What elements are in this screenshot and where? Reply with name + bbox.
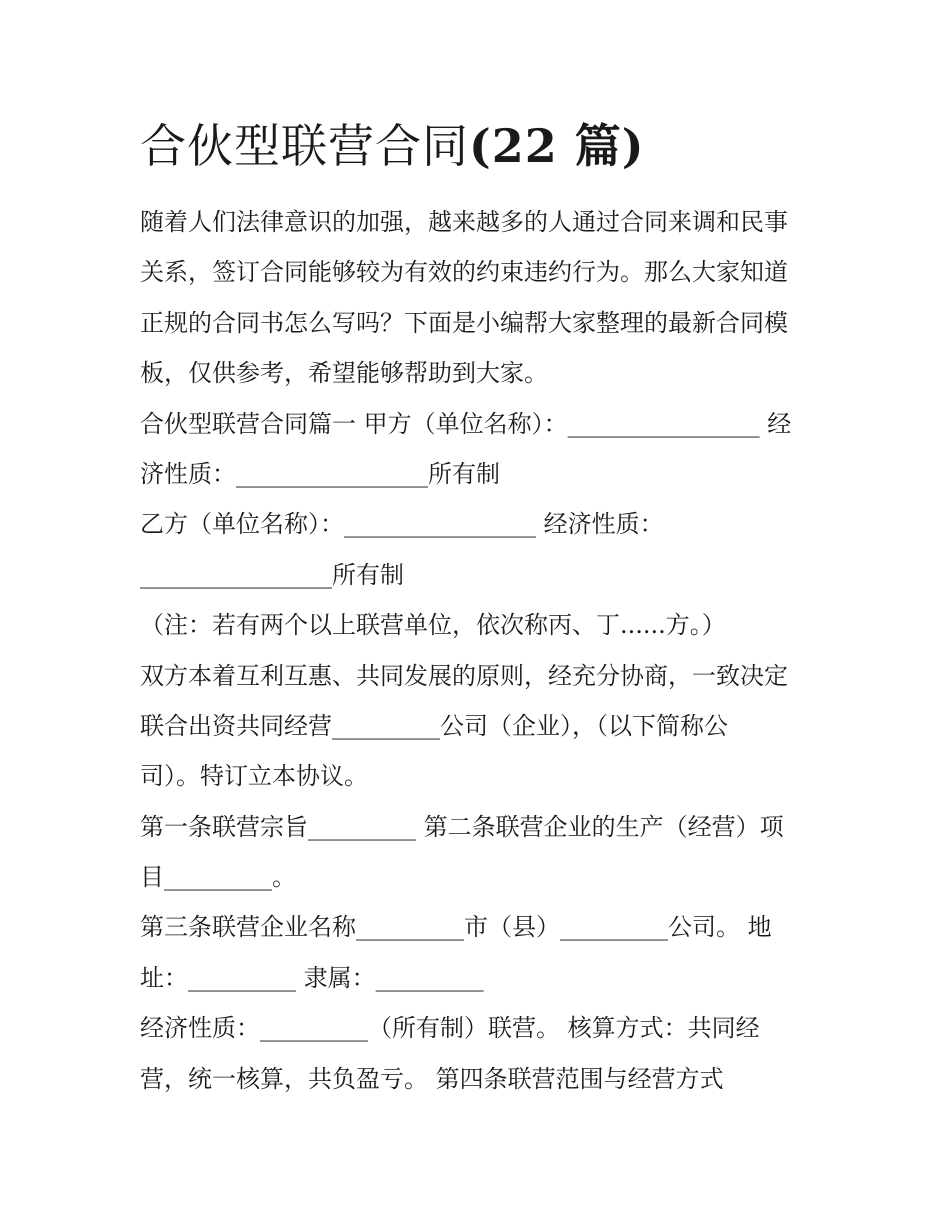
paragraph-line: 正规的合同书怎么写吗？下面是小编帮大家整理的最新合同模 — [140, 308, 788, 337]
paragraph-line: 经济性质：_________（所有制）联营。 核算方式：共同经 — [140, 1014, 760, 1043]
paragraph-line: 司）。特订立本协议。 — [140, 762, 368, 791]
paragraph-line: 济性质：________________所有制 — [140, 459, 500, 488]
paragraph-line: 址：_________ 隶属：_________ — [140, 963, 484, 992]
paragraph-line: 随着人们法律意识的加强，越来越多的人通过合同来调和民事 — [140, 208, 788, 236]
document-body — [140, 197, 820, 1104]
paragraph-line: 联合出资共同经营_________公司（企业），（以下简称公 — [140, 711, 728, 740]
paragraph-line: 第三条联营企业名称_________市（县）_________公司。 地 — [140, 913, 772, 942]
paragraph-line: 第一条联营宗旨_________ 第二条联营企业的生产（经营）项 — [140, 812, 784, 841]
paragraph-line: 营，统一核算，共负盈亏。 第四条联营范围与经营方式 — [140, 1064, 724, 1093]
title-main: 合伙型联营合同 — [140, 119, 469, 173]
paragraph-line: 关系，签订合同能够较为有效的约束违约行为。那么大家知道 — [140, 258, 788, 287]
paragraph-line: （注：若有两个以上联营单位，依次称丙、丁......方。） — [140, 611, 726, 640]
title-suffix: (22 篇) — [469, 119, 645, 173]
paragraph-line: 板，仅供参考，希望能够帮助到大家。 — [140, 359, 548, 388]
paragraph-line: 乙方（单位名称）：________________ 经济性质： — [140, 510, 664, 539]
paragraph-line: 双方本着互利互惠、共同发展的原则，经充分协商，一致决定 — [140, 661, 788, 690]
document-title — [140, 116, 645, 176]
paragraph-line: 合伙型联营合同篇一 甲方（单位名称）：________________ 经 — [140, 409, 792, 438]
paragraph-line: 目_________。 — [140, 863, 296, 892]
paragraph-line: ________________所有制 — [140, 560, 404, 589]
